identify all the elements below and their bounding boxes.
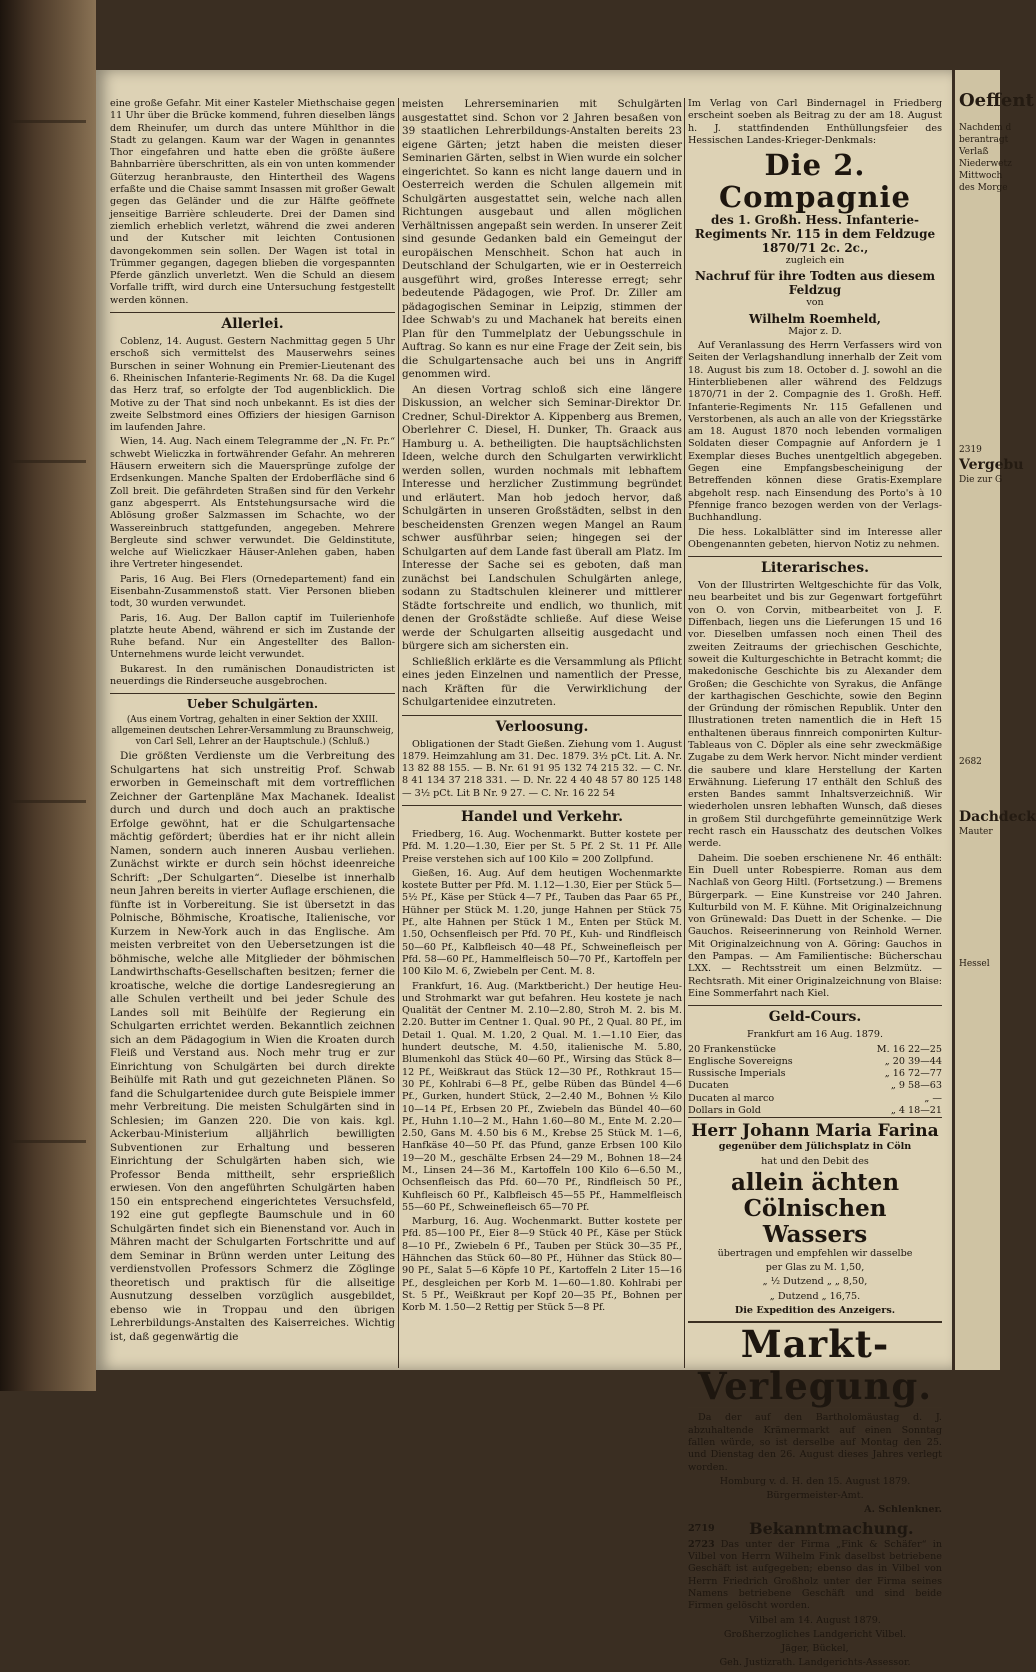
advert-text: Major z. D. <box>788 325 842 337</box>
notice-title <box>688 1519 942 1539</box>
table-row <box>688 1056 942 1068</box>
next-page-fragment: Dachdeck <box>959 809 1036 825</box>
notice-office: Großherzogliches Landgericht Vilbel. <box>723 1628 907 1640</box>
table-row <box>688 1105 942 1117</box>
advert-text: hat und den Debit des <box>761 1155 869 1167</box>
review-item: Von der Illustrirten Weltgeschichte für das Volk, neu bearbeitet und bis zur Gegenwart fortgeführt von O. von Corvin, mitbearbeitet von J. F. Diffenbach, liegen uns die Lieferungen 15 und 16 vor. Dieselben umfassen noch einen Theil des zweiten Zeitraums der griechischen Geschichte, soweit die Kulturgeschichte in Betracht kommt; die makedonische Geschichte bis zu Alexander dem Großen; die Geschichte von Syrakus, die Anfänge der karthagischen Geschichte, sowie den Beginn der Gründung der römischen Republik. Unter den Illustrationen treten namentlich die in Heft 15 enthaltenen überaus finnreich componirten Kultur-Tableaus von C. Döpler als eine sehr zweckmäßige Zugabe zu dem Werk hervor. Nicht minder verdient die saubere und klare Herstellung der Karten Erwähnung. Lieferung 17 enthält den Schluß des ersten Bandes sammt Inhaltsverzeichniß. Wir wiederholen unsren lebhaften Wunsch, daß dieses in großem Stil durchgeführte gemeinnützige Werk recht rasch ein Hausschatz des deutschen Volkes werde. <box>688 580 942 850</box>
rate-value: „ 9 58—63 <box>890 1080 942 1092</box>
next-page-fragment: Hessel <box>959 959 990 969</box>
rate-name: Dollars in Gold <box>688 1105 761 1116</box>
table-row <box>688 1093 942 1105</box>
signatory: Jäger, <box>781 1643 810 1655</box>
notice-body: Da der auf den Bartholomäustag d. J. abzuhaltende Krämermarkt auf einen Sonntag fallen würde, so ist derselbe auf Montag den 25. und Dienstag den 26. August dieses Jahres verlegt worden. <box>688 1412 942 1473</box>
column-1 <box>110 98 395 1346</box>
article-body: Schließlich erklärte es die Versammlung als Pflicht eines jeden Einzelnen und namentlich der Presse, nach Kräften für die Verwirklichung der Schulgartenidee einzutreten. <box>402 655 682 708</box>
column-3 <box>688 98 942 1672</box>
article-body: Die größten Verdienste um die Verbreitung des Schulgartens hat sich unstreitig Prof. Schwab erworben in Gemeinschaft mit dem vortrefflichen Zeichner der Gartenpläne Max Machanek. Idealist durch und durch und doch auch an praktische Erfolge gewöhnt, hat er die Schulgartensache mächtig gefördert; überdies hat er ihr nicht allein Namen, sondern auch inneren Ausbau verliehen. Zunächst wirkte er durch sein höchst ideenreiche Schrift: „Der Schulgarten“. Dieselbe ist innerhalb neun Jahren bereits in vierter Auflage erschienen, die fünfte ist in Vorbereitung. Sie ist übersetzt in das Polnische, Böhmische, Kroatische, Italienische, vor Kurzem in New-York auch in das Englische. Am meisten verbreitet von den Uebersetzungen ist die böhmische, welche alle Mitglieder der böhmischen Landwirthschafts-Gesellschaften besitzen; ferner die kroatische, welche die dortige Landesregierung an alle Schulen vertheilt und bei jeder Schule des Landes soll mit Beihülfe der Regierung ein Schulgarten errichtet werden. Bekanntlich zeichnen sich an dem Pädagogium in Wien die Kroaten durch Fleiß und Verstand aus. Noch mehr trug er zur Einrichtung von Schulgärten bei durch direkte Beihülfe mit Rath und gut gezeichneten Plänen. So fand die Schulgartenidee durch gute Beispiele immer mehr Verbreitung. Die meisten Schulgärten sind in Schlesien; im Ganzen 220. Die von kais. kgl. Ackerbau-Ministerium alljährlich bewilligten Subventionen zur Erhaltung und besseren Einrichtung der Schulgärten haben sich, wie Professor Benda mittheilt, sehr ersprießlich erwiesen. Von den angeführten Schulgärten haben 150 ein entsprechend eingerichtetes Versuchsfeld, 192 eine gut gepflegte Baumschule und in 60 Schulgärten findet sich ein Bienenstand vor. Auch in Mähren macht der Schulgarten Fortschritte und auf dem Seminar in Brünn werden unter Leitung des verdienstvollen Professors Schmerz die Zöglinge theoretisch und praktisch für die allseitige Ausnutzung desselben vorzüglich ausgebildet, ebenso wie in Troppau und den übrigen Lehrerbildungs-Anstalten des Kaiserreiches. Wichtig ist, daß gegenwärtig die <box>110 750 395 1343</box>
notice-number: 2719 <box>688 1522 715 1534</box>
section-title-geld-cours: Geld-Cours. <box>688 1005 942 1026</box>
next-page-fragment: berantragt <box>959 135 1009 145</box>
advert-price: „ ½ Dutzend „ „ 8,50, <box>762 1276 868 1288</box>
rate-value: „ — <box>924 1092 942 1104</box>
rate-name: Englische Sovereigns <box>688 1055 793 1067</box>
advert-title: Die 2. Compagnie <box>718 148 911 215</box>
article-subtitle: (Aus einem Vortrag, gehalten in einer Sektion der XXIII. allgemeinen deutschen Lehrer-Versammlung zu Braunschweig, von Carl Sell, Lehrer an der Hauptschule.) (Schluß.) <box>111 715 394 748</box>
notice-text: Das unter der Firma „Fink & Schäfer“ in Vilbel von Herrn Wilhelm Fink daselbst betriebene Geschäft ist aufgegeben; ebenso das in Vilbel von Herrn Friedrich Großholz unter der Firma seines Namens betriebene Geschäft und sind beide Firmen gelöscht worden. <box>688 1538 942 1612</box>
rate-name: 20 Frankenstücke <box>688 1043 776 1055</box>
table-row <box>688 1080 942 1092</box>
advert-body: Die hess. Lokalblätter sind im Interesse aller Obengenannten gebeten, hiervon Notiz zu nehmen. <box>688 526 942 550</box>
article-body: meisten Lehrerseminarien mit Schulgärten ausgestattet sind. Schon vor 2 Jahren besaßen von 39 staatlichen Lehrerbildungs-Anstalten bereits 23 eigene Gärten; jetzt haben die meisten dieser Seminarien Gärten, selbst in Wien wurde ein solcher eingerichtet. So kann es nicht lange dauern und in Oesterreich werden die Schulen allgemein mit Schulgärten ausgestattet sein, welche nach allen Richtungen ausgebaut und allen möglichen Verhältnissen angepaßt sein werden. In unserer Zeit sind gesunde Gedanken bald ein Gemeingut der europäischen Menschheit. Schon hat auch in Deutschland der Schulgarten, wie er in Oesterreich ausgeführt wird, großes Interesse erregt; sehr bedeutende Pädagogen, wie Prof. Dr. Ziller am pädagogischen Seminar in Leipzig, stimmen der Idee Schwab's zu und Machanek hat bereits einen Plan für den Tummelplatz der Uebungsschule in Auftrag. So kann es nur eine Frage der Zeit sein, bis die Schulgartensache auch bei uns in Angriff genommen wird. <box>402 98 682 380</box>
notice-number: 2723 <box>688 1538 715 1550</box>
notice-signature: Geh. Justizrath. Landgerichts-Assessor. <box>719 1657 911 1669</box>
notice-office: Bürgermeister-Amt. <box>766 1490 864 1502</box>
rate-name: Russische Imperials <box>688 1068 786 1080</box>
exchange-rates-table <box>688 1044 942 1118</box>
notice-title: Markt-Verlegung. <box>688 1321 942 1408</box>
section-title-literarisches: Literarisches. <box>688 556 942 577</box>
next-page-fragment: 2682 <box>959 757 982 767</box>
next-page-fragment: des Morge <box>959 183 1008 193</box>
rate-value: „ 16 72—77 <box>884 1068 942 1080</box>
notice-place: Homburg v. d. H. den 15. August 1879. <box>719 1475 911 1487</box>
rate-name: Ducaten <box>688 1080 729 1092</box>
advert-price: „ Dutzend „ 16,75. <box>769 1290 861 1302</box>
advert-intro: Im Verlag von Carl Bindernagel in Friedberg erscheint soeben als Beitrag zu der am 18. August h. J. stattfindenden Enthüllungsfeier des Hessischen Landes-Krieger-Denkmals: <box>688 98 942 146</box>
column-rule <box>398 98 399 1368</box>
review-item: Daheim. Die soeben erschienene Nr. 46 enthält: Ein Duell unter Robespierre. Roman aus dem Nachlaß von Georg Hiltl. (Fortsetzung.) — Bremens Bürgerpark. — Eine Kunstreise vor 240 Jahren. Kulturbild von M. F. Kühne. Mit Originalzeichnung von Grünewald: Das Duett in der Schenke. — Die Gauchos. Reiseerinnerung von Reinhold Werner. Mit Originalzeichnung von A. Göring: Gauchos in den Pampas. — Am Familientische: Bücherschau LXX. — Rechtsstreit um einen Belzmütz. — Rechtsrath. Mit einer Originalzeichnung von Blaise: Eine Sommerfahrt nach Kiel. <box>688 852 942 999</box>
section-title-schulgaerten: Ueber Schulgärten. <box>110 693 395 712</box>
next-page-fragment: Verlaß <box>959 147 989 157</box>
article-body: An diesen Vortrag schloß sich eine längere Diskussion, an welcher sich Seminar-Direktor Dr. Credner, Schul-Direktor A. Kippenberg aus Bremen, Oberlehrer C. Diesel, H. Dunker, Th. Graack aus Hamburg u. A. betheiligten. Die hauptsächlichsten Ideen, welche durch den Schulgarten verwirklicht werden sollen, wurden nochmals mit lebhaftem Interesse und herzlicher Zustimmung begründet und erläutert. Man hob jedoch hervor, daß Schulgärten in unseren Großstädten, selbst in den bescheidensten Grenzen wegen Mangel an Raum schwer ausführbar seien; hingegen sei der Schulgarten auf dem Lande fast überall am Platz. Im Interesse der Sache sei es geboten, daß man zunächst bei Landschulen Schulgärten anlege, sodann zu Stadtschulen kleinerer und mittlerer Städte fortschreite und endlich, wo thunlich, mit denen der Großstädte schließe. Auf diese Weise werde der Schulgarten allseitig ausgedacht und bürgere sich am sichersten ein. <box>402 383 682 652</box>
news-item: Paris, 16. Aug. Der Ballon captif im Tuilerienhofe platzte heute Abend, während er sich im Zustande der Ruhe befand. Nur ein Angestellter des Ballon-Unternehmens wurde leicht verwundet. <box>110 612 395 661</box>
table-row <box>688 1044 942 1056</box>
signatory: Bückel, <box>812 1643 849 1655</box>
advert-text: von <box>806 297 824 309</box>
advert-signature: Die Expedition des Anzeigers. <box>734 1305 896 1317</box>
news-item: Bukarest. In den rumänischen Donaudistricten ist neuerdings die Rinderseuche ausgebrochen. <box>110 663 395 688</box>
column-2 <box>402 98 682 1317</box>
market-report: Marburg, 16. Aug. Wochenmarkt. Butter kostete per Pfd. 85—100 Pf., Eier 8—9 Stück 40 Pf., Käse per Stück 8—10 Pf., Zwiebeln 6 Pf., Tauben per Stück 30—35 Pf., Hähnchen das Stück 60—80 Pf., Hühner das Stück 80—90 Pf., Salat 5—6 Köpfe 10 Pf., Kartoffeln 2 Liter 15—16 Pf., desgleichen per Korb M. 1—60—1.80. Kohlrabi per St. 5 Pf., Weißkraut per Kopf 20—35 Pf., Bohnen per Korb M. 1.50—2 Rettig per Stück 5—8 Pf. <box>402 1216 682 1314</box>
notice-body <box>688 1539 942 1613</box>
lottery-item: Obligationen der Stadt Gießen. Ziehung vom 1. August 1879. Heimzahlung am 31. Dec. 1879. 3½ pCt. Lit. A. Nr. 13 82 88 155. — B. Nr. 61 91 95 132 74 215 32. — C. Nr. 8 41 134 37 218 331. — D. Nr. 22 4 40 48 57 80 125 148 — 3½ pCt. Lit B Nr. 9 27. — C. Nr. 16 22 54 <box>402 738 682 799</box>
advert-text: zugleich ein <box>785 255 845 267</box>
next-page-fragment: Oeffent <box>959 90 1034 111</box>
news-item: Paris, 16 Aug. Bei Flers (Ornedepartement) fand ein Eisenbahn-Zusammenstoß statt. Vier Personen blieben todt, 30 wurden verwundet. <box>110 573 395 610</box>
next-page-edge <box>955 70 1036 1370</box>
advert-headline: allein ächten Cölnischen Wassers <box>730 1168 900 1248</box>
newspaper-page <box>96 70 952 1669</box>
market-report: Friedberg, 16. Aug. Wochenmarkt. Butter kostete per Pfd. M. 1.20—1.30, Eier per St. 5 Pf. 2 St. 11 Pf. Alle Preise verstehen sich auf 100 Kilo = 200 Zollpfund. <box>402 828 682 865</box>
next-page-fragment: Vergebu <box>959 457 1024 473</box>
next-page-fragment: 2319 <box>959 445 982 455</box>
rate-name: Ducaten al marco <box>688 1092 775 1104</box>
notice-title-text: Bekanntmachung. <box>749 1518 914 1538</box>
next-page-fragment: Die zur G <box>959 475 1003 485</box>
table-row <box>688 1068 942 1080</box>
advert-title: Herr Johann Maria Farina <box>688 1117 942 1141</box>
rates-subtitle: Frankfurt am 16 Aug. 1879. <box>746 1029 884 1041</box>
article-continuation: eine große Gefahr. Mit einer Kasteler Miethschaise gegen 11 Uhr über die Brücke kommend, fuhren dieselben längs dem Rheinufer, um durch das untere Mühlthor in die Stadt zu gelangen. Kaum war der Wagen in genanntes Thor eingefahren und hatte eben die größte äußere Bahnbarrière überschritten, als ein von unten kommender Güterzug heranbrauste, den Hintertheil des Wagens erfaßte und die Chaise sammt Insassen mit großer Gewalt gegen das Geländer und die zur Hälfte geöffnete jenseitige Barrière schleuderte. Drei der Damen sind ziemlich erheblich verletzt, während die zwei anderen und der Kutscher mit leichten Contusionen davongekommen sein sollen. Der Wagen ist total in Trümmer gegangen, dagegen blieben die vorgespannten Pferde gänzlich unverletzt. Wen die Schuld an diesem Vorfalle trifft, wird durch eine Untersuchung festgestellt werden können. <box>110 98 395 306</box>
notice-place: Vilbel am 14. August 1879. <box>749 1614 881 1626</box>
next-page-fragment: Mittwoch <box>959 171 1003 181</box>
advert-price: per Glas zu M. 1,50, <box>765 1262 865 1274</box>
notice-signature <box>688 1643 942 1655</box>
section-title-handel: Handel und Verkehr. <box>402 805 682 826</box>
section-title-verloosung: Verloosung. <box>402 715 682 736</box>
notice-signature: A. Schlenkner. <box>864 1504 942 1516</box>
news-item: Coblenz, 14. August. Gestern Nachmittag gegen 5 Uhr erschoß sich vermittelst des Mauserwehrs seines Burschen in seiner Wohnung ein Premier-Lieutenant des 6. Rheinischen Infanterie-Regiments Nr. 68. Da die Kugel das Herz traf, so erfolgte der Tod augenblicklich. Die Motive zu der That sind noch unbekannt. Es ist dies der zweite Selbstmord eines Offiziers der hiesigen Garnison im laufenden Jahre. <box>110 336 395 434</box>
book-binding <box>0 0 96 1391</box>
advert-subtitle: des 1. Großh. Hess. Infanterie-Regiments Nr. 115 in dem Feldzuge 1870/71 2c. 2c., <box>694 213 936 256</box>
next-page-fragment: Nachdem d <box>959 123 1012 133</box>
section-title-allerlei: Allerlei. <box>110 312 395 333</box>
advert-body: Auf Veranlassung des Herrn Verfassers wird von Seiten der Verlagshandlung innerhalb der Zeit vom 18. August bis zum 18. October d. J. sowohl an die Hinterbliebenen aller während des Feldzugs 1870/71 in der 2. Compagnie des 1. Großh. Heff. Infanterie-Regiments Nr. 115 Gefallenen und Verstorbenen, als auch an alle von der Kriegsstärke am 18. August 1870 noch lebenden vormaligen Soldaten dieser Compagnie auf Anfordern je 1 Exemplar dieses Buches unentgeltlich abgegeben. Gegen eine Empfangsbescheinigung der Betreffenden können diese Gratis-Exemplare abgeholt resp. nach Einsendung des Porto's à 10 Pfennige franco bezogen werden von der Verlags-Buchhandlung. <box>688 340 942 524</box>
column-rule <box>684 98 685 1368</box>
advert-author: Wilhelm Roemheld, <box>749 311 881 326</box>
market-report: Gießen, 16. Aug. Auf dem heutigen Wochenmarkte kostete Butter per Pfd. M. 1.12—1.30, Eier per Stück 5—5½ Pf., Käse per Stück 4—7 Pf., Tauben das Paar 65 Pf., Hühner per Stück M. 1.20, junge Hahnen per Stück 75 Pf., alte Hahnen per Stück 1 M., Enten per Stück M. 1.50, Ochsenfleisch per Pfd. 70 Pf., Kuh- und Rindfleisch 50—60 Pf., Kalbfleisch 40—48 Pf., Schweinefleisch per Pfd. 58—60 Pf., Hammelfleisch 50—70 Pf., Kartoffeln per 100 Kilo M. 6, Zwiebeln per Cent. M. 8. <box>402 867 682 978</box>
rate-value: „ 20 39—44 <box>884 1055 942 1067</box>
rate-value: M. 16 22—25 <box>876 1043 942 1055</box>
advert-subtitle: Nachruf für ihre Todten aus diesem Feldzug <box>694 269 936 298</box>
rate-value: „ 4 18—21 <box>890 1105 942 1116</box>
advert-text: gegenüber dem Jülichsplatz in Cöln <box>718 1141 912 1153</box>
news-item: Wien, 14. Aug. Nach einem Telegramme der „N. Fr. Pr.“ schwebt Wieliczka in fortwährender Gefahr. An mehreren Häusern erweitern sich die Mauersprünge zufolge der Erdsenkungen. Manche Spalten der Erdoberfläche sind 6 Zoll breit. Die gefährdeten Straßen sind für den Verkehr ganz abgesperrt. Als Entstehungsursache wird die Ablösung großer Salzmassen im Schachte, wo der Wassereinbruch stattgefunden, angegeben. Mehrere Bergleute sind schwer verwundet. Die Geldinstitute, welche auf Wieliczkaer Häuser-Anlehen gaben, haben ihre Vertreter hingesendet. <box>110 436 395 571</box>
market-report: Frankfurt, 16. Aug. (Marktbericht.) Der heutige Heu- und Strohmarkt war gut befahren. Heu kostete je nach Qualität der Centner M. 2.10—2.80, Stroh M. 2. bis M. 2.20. Butter im Centner 1. Qual. 90 Pf., 2 Qual. 80 Pf., im Detail 1. Qual. M. 1.20, 2 Qual. M. 1.—1.10 Eier, das hundert deutsche, M. 4.50, italienische M. 5.80, Blumenkohl das Stück 40—60 Pf., Wirsing das Stück 8—12 Pf., Weißkraut das Stück 12—30 Pf., Rothkraut 15—30 Pf., Kohlrabi 6—8 Pf., gelbe Rüben das Bündel 4—6 Pf., Gurken, hundert Stück, 2—2.40 M., Bohnen ½ Kilo 10—14 Pf., Erbsen 20 Pf., Zwiebeln das Bündel 40—60 Pf., Huhn 1.10—2 M., Hahn 1.60—80 M., Ente M. 2.20—2.50, Gans M. 4.50 bis 6 M., Krebse 25 Stück M. 1—6, Hanfkäse 40—50 Pf. das Pfund, ganze Erbsen 100 Kilo 19—20 M., geschälte Erbsen 24—29 M., Bohnen 18—24 M., Linsen 24—36 M., Kartoffeln 100 Kilo 6—6.50 M., Ochsenfleisch das Pfd. 60—70 Pf., Rindfleisch 50 Pf., Kuhfleisch 60 Pf., Kalbfleisch 45—55 Pf., Hammelfleisch 55—60 Pf., Schweinefleisch 65—70 Pf. <box>402 980 682 1213</box>
advert-text: übertragen und empfehlen wir dasselbe <box>717 1247 913 1259</box>
next-page-fragment: Niederwetz <box>959 159 1012 169</box>
next-page-fragment: Mauter <box>959 827 993 837</box>
